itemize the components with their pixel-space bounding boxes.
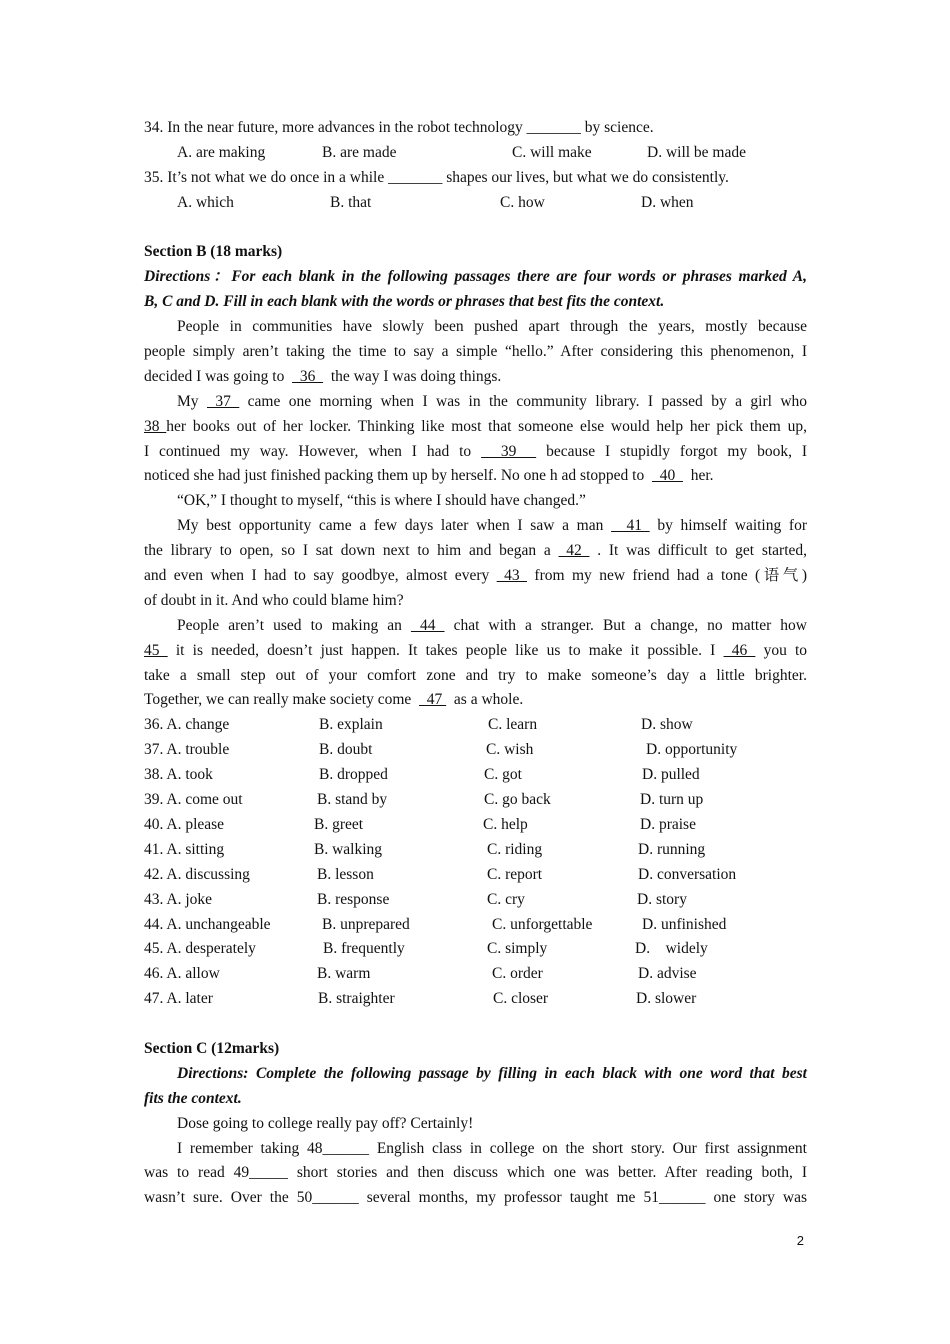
- passage-line: Dose going to college really pay off? Certainly!: [177, 1114, 474, 1132]
- blank-47: 47: [419, 691, 447, 709]
- passage-line: noticed she had just finished packing them up by herself. No one h ad stopped to 40 her.: [144, 467, 714, 485]
- option-b: B. that: [330, 193, 372, 211]
- option-d: D. story: [637, 890, 687, 908]
- option-c: C. order: [492, 965, 543, 983]
- choice-row-40: [144, 813, 807, 838]
- question-35-options: [144, 191, 807, 216]
- choice-row-45: [144, 937, 807, 962]
- option-d: D. running: [638, 840, 706, 858]
- passage-line: Together, we can really make society come 47 as a whole.: [144, 691, 524, 709]
- option-c: C. cry: [487, 890, 525, 908]
- blank-36: 36: [292, 367, 324, 385]
- option-a: A. which: [177, 193, 234, 211]
- passage-line: people simply aren’t taking the time to say a simple “hello.” After considering this phenomenon, I: [144, 343, 807, 361]
- choice-row-36: [144, 713, 807, 738]
- option-d: D. pulled: [642, 766, 700, 784]
- option-d: D. advise: [638, 965, 697, 983]
- option-b: B. explain: [319, 716, 383, 734]
- choice-row-38: [144, 763, 807, 788]
- option-c: C. report: [487, 865, 543, 883]
- passage-line: decided I was going to 36 the way I was doing things.: [144, 367, 502, 385]
- question-35-stem: 35. It’s not what we do once in a while _______ shapes our lives, but what we do consistently.: [144, 168, 729, 186]
- section-c-directions: Directions: Complete the following passage by filling in each black with one word that best: [177, 1064, 807, 1082]
- passage-line: I remember taking 48______ English class in college on the short story. Our first assignment: [177, 1139, 807, 1157]
- blank-43: 43: [496, 567, 527, 585]
- option-a: 43. A. joke: [144, 890, 213, 908]
- passage-line: 38 her books out of her locker. Thinking like most that someone else would help her pick them up,: [144, 417, 807, 435]
- section-c-heading: Section C (12marks): [144, 1039, 280, 1057]
- passage-line: was to read 49_____ short stories and then discuss which one was better. After reading both, I: [144, 1164, 807, 1182]
- option-b: B. frequently: [323, 940, 405, 958]
- option-a: 44. A. unchangeable: [144, 915, 271, 933]
- passage-line: My best opportunity came a few days later when I saw a man 41 by himself waiting for: [177, 517, 808, 535]
- option-a: 41. A. sitting: [144, 840, 225, 858]
- choice-row-47: [144, 987, 807, 1012]
- option-b: B. greet: [314, 815, 364, 833]
- option-a: 46. A. allow: [144, 965, 220, 983]
- section-b-directions-cont: B, C and D. Fill in each blank with the words or phrases that best fits the context.: [144, 293, 665, 311]
- choice-row-43: [144, 888, 807, 913]
- passage-line: wasn’t sure. Over the 50______ several months, my professor taught me 51______ one story was: [144, 1189, 807, 1207]
- option-c: C. help: [483, 815, 528, 833]
- blank-38: 38: [144, 417, 167, 435]
- option-a: 47. A. later: [144, 990, 213, 1008]
- option-a: 42. A. discussing: [144, 865, 250, 883]
- option-d: D. slower: [636, 990, 697, 1008]
- blank-41: 41: [611, 517, 650, 535]
- passage-line: I continued my way. However, when I had to 39 because I stupidly forgot my book, I: [144, 442, 808, 460]
- section-b-directions: Directions：For each blank in the following passages there are four words or phrases marked A,: [144, 268, 807, 286]
- option-a: 38. A. took: [144, 766, 213, 784]
- option-c: C. go back: [484, 791, 551, 809]
- blank-42: 42: [558, 542, 590, 560]
- option-a: 40. A. please: [144, 815, 225, 833]
- option-d: D. opportunity: [646, 741, 738, 759]
- option-b: B. response: [317, 890, 390, 908]
- blank-40: 40: [651, 467, 683, 485]
- option-b: B. are made: [322, 143, 397, 161]
- blank-39: 39: [481, 442, 537, 460]
- option-a: 45. A. desperately: [144, 940, 256, 958]
- option-a: 39. A. come out: [144, 791, 243, 809]
- blank-46: 46: [723, 641, 756, 659]
- option-d: D. conversation: [638, 865, 737, 883]
- option-b: B. walking: [314, 840, 383, 858]
- option-b: B. lesson: [317, 865, 374, 883]
- passage-line: “OK,” I thought to myself, “this is where I should have changed.”: [177, 492, 586, 510]
- choice-row-44: [144, 913, 807, 938]
- option-c: C. how: [500, 193, 545, 211]
- option-d: D. show: [641, 716, 693, 734]
- option-d: D. turn up: [640, 791, 704, 809]
- exam-page: [144, 116, 807, 1211]
- passage-line: 45 it is needed, doesn’t just happen. It takes people like us to make it possible. I 46 you to: [144, 641, 808, 659]
- option-c: C. got: [484, 766, 522, 784]
- option-b: B. warm: [317, 965, 371, 983]
- option-c: C. learn: [488, 716, 538, 734]
- page-number: 2: [796, 1233, 804, 1248]
- section-c-directions-cont: fits the context.: [144, 1089, 242, 1107]
- choice-row-46: [144, 962, 807, 987]
- option-b: B. doubt: [319, 741, 373, 759]
- passage-line: My 37 came one morning when I was in the community library. I passed by a girl who: [177, 392, 808, 410]
- option-b: B. stand by: [317, 791, 388, 809]
- blank-37: 37: [206, 392, 240, 410]
- blank-45: 45: [144, 641, 168, 659]
- option-b: B. unprepared: [322, 915, 410, 933]
- option-d: D. widely: [635, 940, 708, 958]
- blank-44: 44: [410, 616, 445, 634]
- option-d: D. will be made: [647, 143, 747, 161]
- option-b: B. dropped: [319, 766, 388, 784]
- passage-line: and even when I had to say goodbye, almost every 43 from my new friend had a tone (语气): [144, 567, 808, 585]
- choice-row-37: [144, 738, 807, 763]
- passage-line: People in communities have slowly been pushed apart through the years, mostly because: [177, 318, 807, 336]
- passage-line: of doubt in it. And who could blame him?: [144, 591, 404, 609]
- question-34-options: [144, 141, 807, 166]
- passage-line: People aren’t used to making an 44 chat with a stranger. But a change, no matter how: [177, 616, 807, 634]
- choice-row-42: [144, 863, 807, 888]
- choice-row-39: [144, 788, 807, 813]
- option-d: D. praise: [640, 815, 696, 833]
- option-c: C. unforgettable: [492, 915, 593, 933]
- option-c: C. closer: [493, 990, 549, 1008]
- option-a: 36. A. change: [144, 716, 230, 734]
- option-c: C. simply: [487, 940, 548, 958]
- question-34-stem: 34. In the near future, more advances in the robot technology _______ by science.: [144, 119, 654, 136]
- option-c: C. will make: [512, 143, 592, 161]
- option-d: D. unfinished: [642, 915, 727, 933]
- passage-line: take a small step out of your comfort zone and try to make someone’s day a little brighter.: [144, 666, 807, 684]
- choice-row-41: [144, 838, 807, 863]
- option-b: B. straighter: [318, 990, 395, 1008]
- section-b-heading: Section B (18 marks): [144, 243, 283, 261]
- option-d: D. when: [641, 193, 694, 211]
- option-c: C. riding: [487, 840, 543, 858]
- option-a: A. are making: [177, 143, 266, 161]
- option-c: C. wish: [486, 741, 534, 759]
- option-a: 37. A. trouble: [144, 741, 230, 759]
- passage-line: the library to open, so I sat down next to him and began a 42 . It was difficult to get started,: [144, 542, 808, 560]
